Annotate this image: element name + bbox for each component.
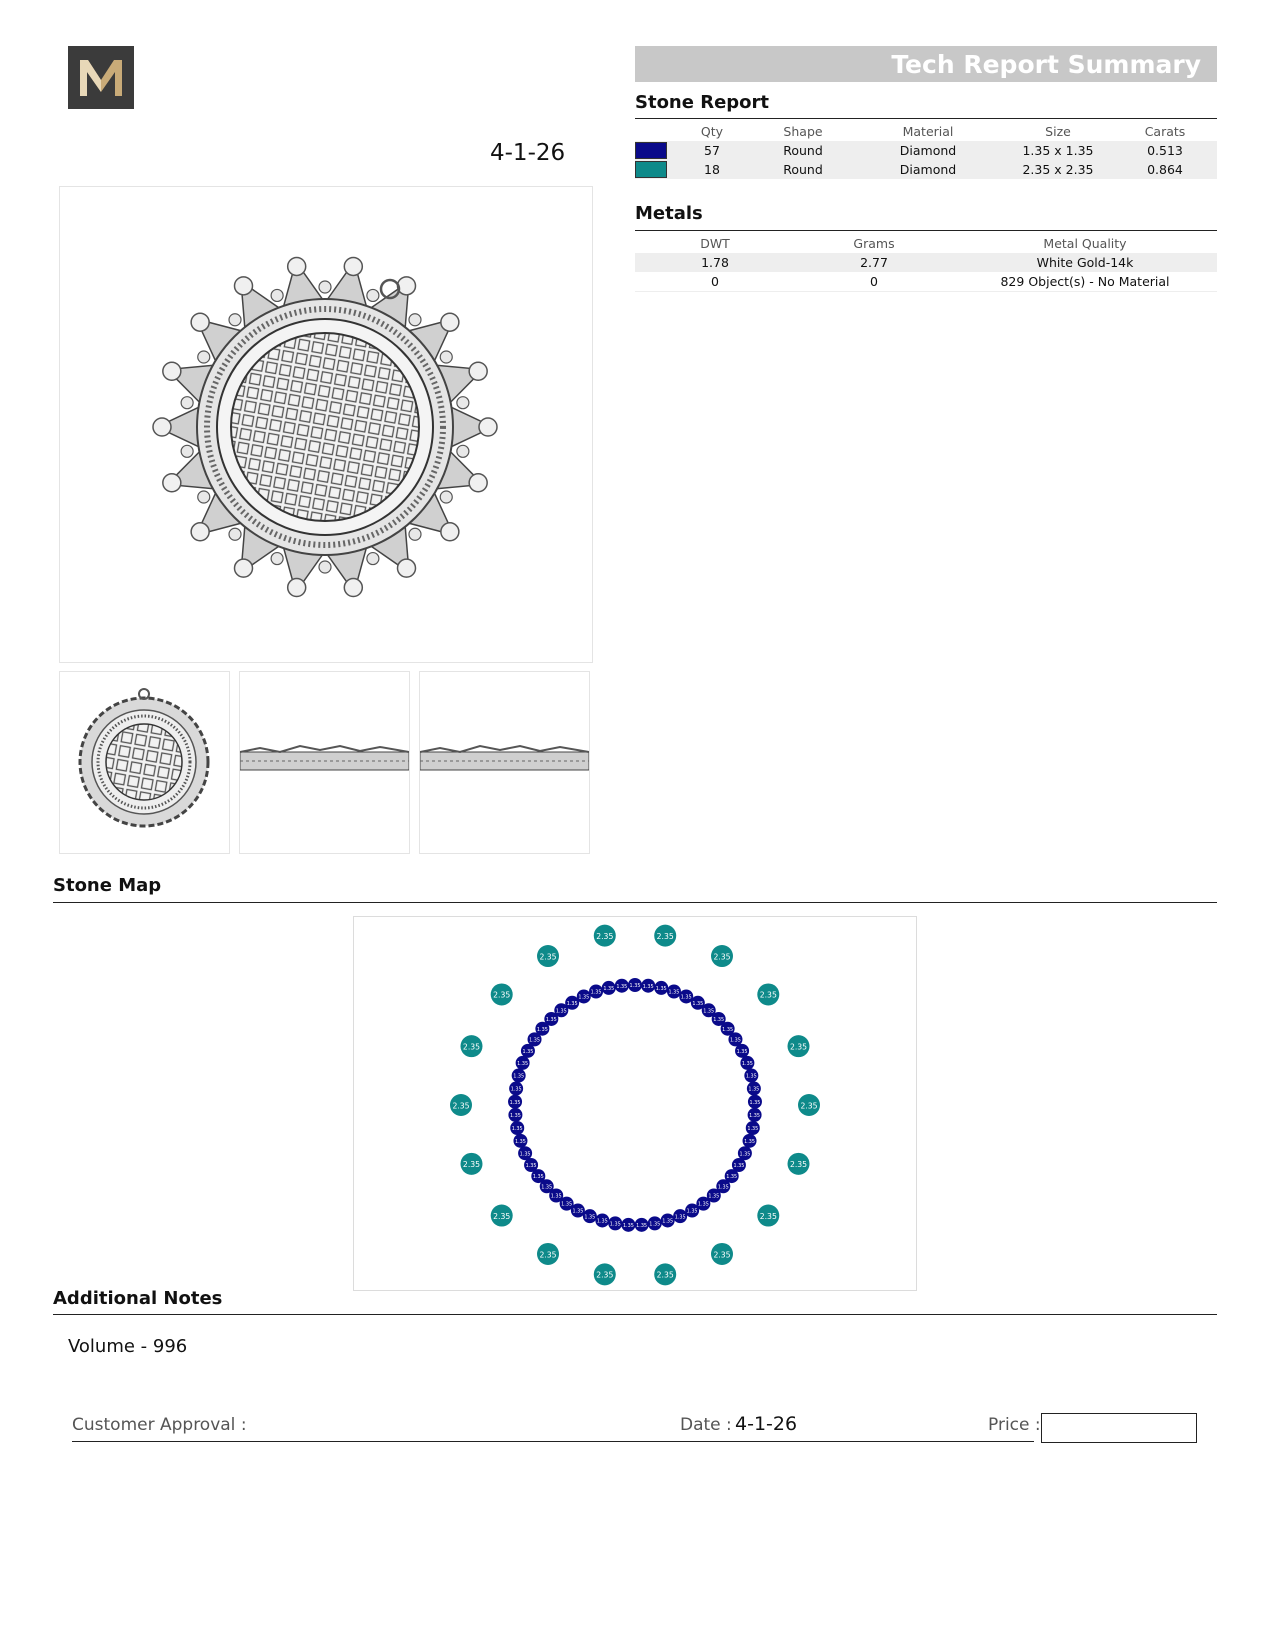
small-stone-label: 1.35	[584, 1214, 596, 1221]
logo-m-icon	[68, 46, 134, 109]
small-stone-label: 1.35	[636, 1222, 648, 1229]
large-stone-label: 2.35	[539, 952, 557, 962]
document-id: 4-1-26	[490, 140, 566, 166]
large-stone-label: 2.35	[713, 952, 731, 962]
large-stone-label: 2.35	[789, 1042, 808, 1052]
price-field[interactable]	[1041, 1413, 1197, 1443]
stone-material: Diamond	[853, 160, 1003, 179]
stone-size: 2.35 x 2.35	[1003, 160, 1113, 179]
notes-text: Volume - 996	[68, 1336, 188, 1357]
small-stone-label: 1.35	[668, 989, 680, 996]
small-stone-label: 1.35	[749, 1113, 761, 1120]
small-stone-label: 1.35	[730, 1037, 741, 1044]
small-stone-label: 1.35	[532, 1174, 544, 1181]
large-stone-label: 2.35	[800, 1101, 818, 1111]
pendant-render-image	[60, 187, 592, 662]
large-stone-label: 2.35	[493, 990, 511, 1000]
stone-carats: 0.864	[1113, 160, 1217, 179]
small-stone-label: 1.35	[509, 1113, 521, 1120]
stone-map-rule	[53, 902, 1217, 903]
small-stone-label: 1.35	[741, 1061, 753, 1068]
small-stone-label: 1.35	[541, 1184, 553, 1191]
small-stone-label: 1.35	[572, 1208, 584, 1215]
notes-rule	[53, 1314, 1217, 1315]
stone-size: 1.35 x 1.35	[1003, 141, 1113, 160]
small-stone-label: 1.35	[603, 986, 615, 993]
small-stone-label: 1.35	[578, 994, 590, 1001]
small-stone-label: 1.35	[616, 983, 628, 990]
metals-header-row	[635, 234, 1217, 253]
small-stone-label: 1.35	[726, 1174, 738, 1181]
metal-grams: 0	[870, 274, 878, 289]
stone-map-diagram	[353, 916, 917, 1291]
small-stone-label: 1.35	[561, 1201, 573, 1208]
report-title: Tech Report Summary	[891, 50, 1201, 79]
stone-map-svg	[354, 917, 916, 1290]
small-stone-label: 1.35	[680, 994, 692, 1001]
stone-qty: 18	[671, 160, 753, 179]
thumbnail-front-view[interactable]	[59, 671, 230, 854]
small-stone-label: 1.35	[662, 1218, 674, 1225]
small-stone-label: 1.35	[692, 1000, 704, 1007]
large-stone-label: 2.35	[759, 1211, 777, 1221]
small-stone-label: 1.35	[736, 1048, 748, 1055]
small-stone-label: 1.35	[747, 1126, 759, 1133]
table-row	[635, 253, 1217, 272]
large-stone-label: 2.35	[713, 1250, 731, 1260]
small-stone-label: 1.35	[733, 1163, 745, 1170]
small-stone-label: 1.35	[703, 1008, 715, 1015]
col-header-size: Size	[1045, 124, 1071, 139]
thumbnail-side-image	[240, 672, 409, 853]
stone-color-swatch	[635, 161, 667, 178]
small-stone-label: 1.35	[519, 1151, 531, 1158]
thumbnail-side-image-2	[420, 672, 589, 853]
small-stone-label: 1.35	[674, 1214, 686, 1221]
metals-title: Metals	[635, 203, 703, 224]
metals-rule	[635, 230, 1217, 231]
metal-dwt: 0	[711, 274, 719, 289]
date-label: Date :	[680, 1415, 732, 1435]
large-stone-label: 2.35	[539, 1250, 557, 1260]
small-stone-label: 1.35	[713, 1017, 725, 1024]
thumbnail-side-view-2[interactable]	[419, 671, 590, 854]
small-stone-label: 1.35	[513, 1073, 525, 1080]
col-header-grams: Grams	[853, 236, 895, 251]
customer-approval-label: Customer Approval :	[72, 1415, 247, 1435]
table-row	[635, 141, 1217, 160]
small-stone-label: 1.35	[509, 1099, 521, 1106]
col-header-material: Material	[902, 124, 954, 139]
small-stone-label: 1.35	[717, 1184, 729, 1191]
small-stone-label: 1.35	[748, 1086, 760, 1093]
small-stone-label: 1.35	[749, 1099, 761, 1106]
thumbnail-side-view[interactable]	[239, 671, 410, 854]
metal-dwt: 1.78	[635, 253, 795, 272]
large-stone-label: 2.35	[656, 931, 674, 941]
notes-title: Additional Notes	[53, 1288, 223, 1309]
small-stone-label: 1.35	[510, 1086, 522, 1093]
thumbnail-front-image	[60, 672, 229, 853]
large-stone-label: 2.35	[493, 1211, 511, 1221]
small-stone-label: 1.35	[745, 1073, 757, 1080]
metal-grams: 2.77	[795, 253, 953, 272]
stone-material: Diamond	[853, 141, 1003, 160]
col-header-quality: Metal Quality	[1043, 236, 1127, 251]
stone-shape: Round	[753, 160, 853, 179]
small-stone-label: 1.35	[550, 1193, 562, 1200]
col-header-shape: Shape	[783, 124, 823, 139]
large-stone-label: 2.35	[452, 1101, 470, 1111]
small-stone-label: 1.35	[536, 1026, 548, 1033]
col-header-dwt: DWT	[700, 236, 730, 251]
table-row	[635, 160, 1217, 179]
small-stone-label: 1.35	[590, 989, 602, 996]
small-stone-label: 1.35	[566, 1000, 578, 1007]
large-stone-label: 2.35	[759, 990, 777, 1000]
small-stone-label: 1.35	[697, 1201, 709, 1208]
stone-report-grid	[635, 122, 1217, 179]
small-stone-label: 1.35	[655, 986, 667, 993]
small-stone-label: 1.35	[515, 1138, 526, 1145]
large-stone-label: 2.35	[596, 1270, 614, 1280]
small-stone-label: 1.35	[708, 1193, 720, 1200]
stone-carats: 0.513	[1113, 141, 1217, 160]
col-header-qty: Qty	[700, 124, 724, 139]
stone-color-swatch	[635, 142, 667, 159]
small-stone-label: 1.35	[722, 1026, 734, 1033]
small-stone-label: 1.35	[545, 1017, 557, 1024]
col-header-carats: Carats	[1144, 124, 1186, 139]
small-stone-label: 1.35	[686, 1208, 698, 1215]
signature-line	[72, 1441, 1034, 1442]
stone-map-title: Stone Map	[53, 875, 162, 896]
small-stone-label: 1.35	[609, 1221, 621, 1228]
small-stone-label: 1.35	[649, 1221, 661, 1228]
large-stone-label: 2.35	[462, 1042, 481, 1052]
main-render-view	[59, 186, 593, 663]
stone-report-rule	[635, 118, 1217, 119]
small-stone-label: 1.35	[525, 1163, 537, 1170]
stone-shape: Round	[753, 141, 853, 160]
small-stone-label: 1.35	[744, 1138, 755, 1145]
metals-table	[635, 234, 1217, 292]
small-stone-label: 1.35	[739, 1151, 751, 1158]
large-stone-label: 2.35	[462, 1160, 481, 1170]
small-stone-label: 1.35	[629, 983, 641, 990]
small-stone-label: 1.35	[642, 983, 654, 990]
small-stone-label: 1.35	[529, 1037, 540, 1044]
small-stone-label: 1.35	[622, 1222, 634, 1229]
large-stone-label: 2.35	[789, 1160, 808, 1170]
stone-qty: 57	[671, 141, 753, 160]
small-stone-label: 1.35	[522, 1048, 534, 1055]
stone-report-header-row	[635, 122, 1217, 141]
title-bar	[635, 46, 1217, 82]
stone-report-title: Stone Report	[635, 92, 770, 113]
metal-quality: 829 Object(s) - No Material	[1000, 274, 1170, 289]
small-stone-label: 1.35	[596, 1218, 608, 1225]
small-stone-label: 1.35	[511, 1126, 523, 1133]
company-logo	[68, 46, 134, 109]
date-value: 4-1-26	[735, 1413, 798, 1435]
large-stone-label: 2.35	[596, 931, 614, 941]
small-stone-label: 1.35	[517, 1061, 529, 1068]
metal-quality: White Gold-14k	[953, 253, 1217, 272]
price-label: Price :	[988, 1415, 1041, 1435]
table-row	[635, 272, 1217, 292]
small-stone-label: 1.35	[555, 1008, 567, 1015]
large-stone-label: 2.35	[656, 1270, 674, 1280]
